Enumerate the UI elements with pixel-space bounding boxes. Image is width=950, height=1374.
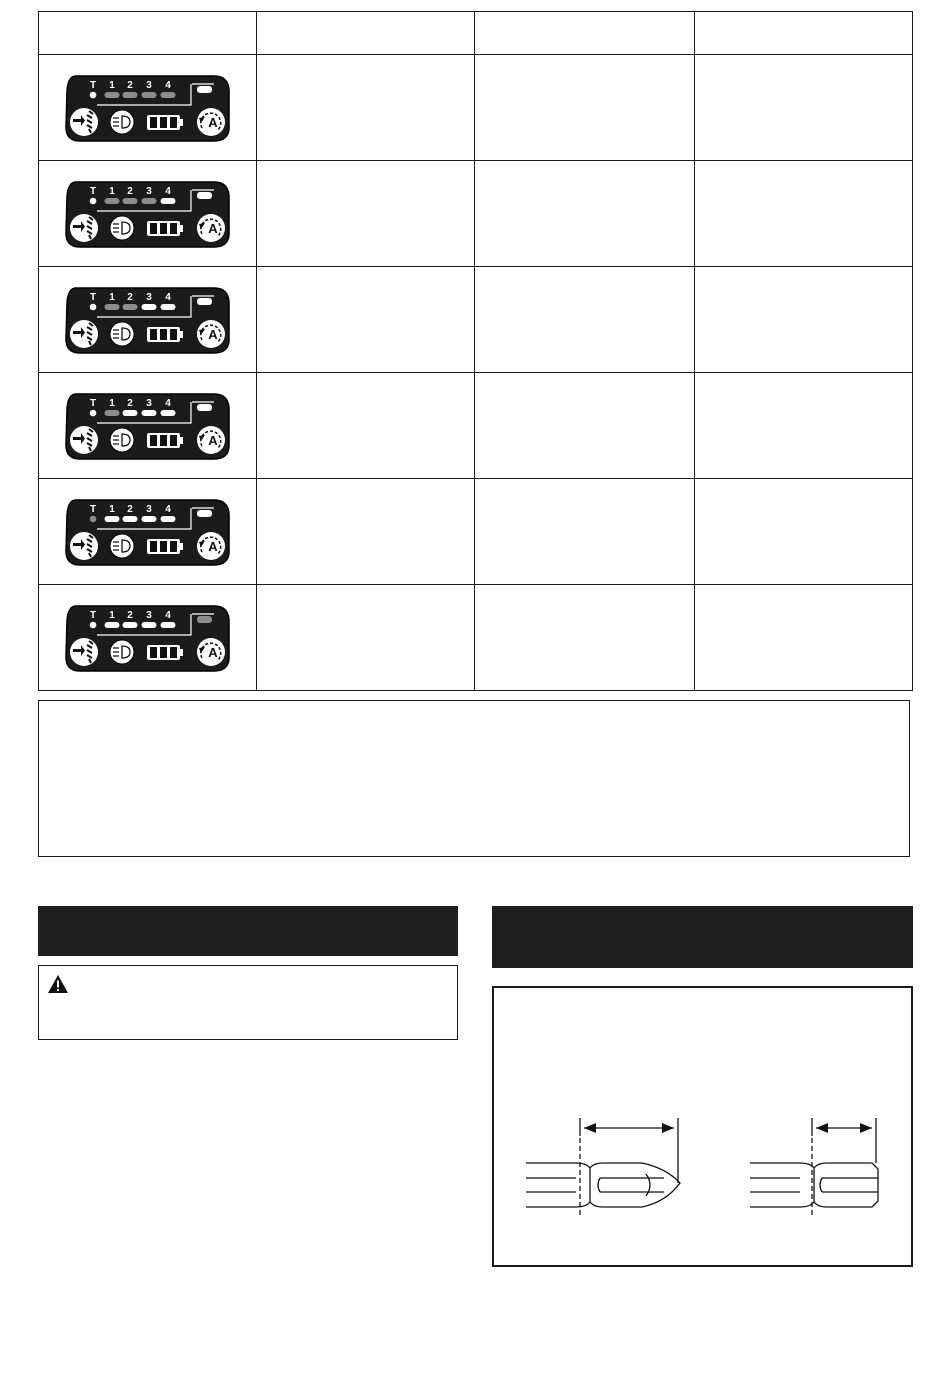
panel-cell <box>39 585 257 691</box>
level-indicator-4 <box>160 304 175 310</box>
caution-box <box>38 965 458 1040</box>
level-indicator-4 <box>160 198 175 204</box>
battery-gauge-icon <box>147 645 183 660</box>
header-cell <box>694 12 912 55</box>
section-heading-bar <box>492 906 913 968</box>
phillips-bit-icon <box>526 1118 680 1216</box>
table-cell <box>694 585 912 691</box>
level-number: 3 <box>145 609 152 621</box>
level-number: 2 <box>126 291 133 303</box>
level-number: 3 <box>145 185 152 197</box>
level-indicator-1 <box>104 516 119 522</box>
level-number: 2 <box>126 503 133 515</box>
panel-cell <box>39 161 257 267</box>
tmode-label: T <box>89 503 96 515</box>
warning-triangle-icon <box>47 974 69 994</box>
level-indicator-2 <box>122 516 137 522</box>
table-cell <box>257 373 475 479</box>
level-number: 4 <box>164 397 171 409</box>
level-indicator-3 <box>141 92 156 98</box>
table-cell <box>257 161 475 267</box>
level-number: 3 <box>145 503 152 515</box>
tmode-indicator <box>89 303 96 310</box>
assist-indicator <box>197 298 212 305</box>
level-number: 1 <box>108 609 115 621</box>
level-indicator-1 <box>104 622 119 628</box>
level-number: 1 <box>108 397 115 409</box>
level-indicator-1 <box>104 304 119 310</box>
assist-label: A <box>207 220 218 236</box>
tmode-label: T <box>89 397 96 409</box>
level-indicator-4 <box>160 516 175 522</box>
tmode-indicator <box>89 409 96 416</box>
switch-panel-illustration <box>62 177 234 251</box>
hex-bit-icon <box>750 1118 878 1216</box>
level-indicator-2 <box>122 198 137 204</box>
assist-label: A <box>207 644 218 660</box>
battery-gauge-icon <box>147 433 183 448</box>
panel-cell <box>39 267 257 373</box>
level-number: 2 <box>126 185 133 197</box>
level-indicator-4 <box>160 622 175 628</box>
level-number: 4 <box>164 291 171 303</box>
table-cell <box>475 267 694 373</box>
level-number: 2 <box>126 397 133 409</box>
level-number: 4 <box>164 609 171 621</box>
table-row <box>39 373 913 479</box>
battery-gauge-icon <box>147 539 183 554</box>
table-cell <box>694 267 912 373</box>
level-indicator-1 <box>104 92 119 98</box>
table-cell <box>694 161 912 267</box>
table-cell <box>257 479 475 585</box>
table-cell <box>694 55 912 161</box>
assist-indicator <box>197 86 212 93</box>
header-cell <box>39 12 257 55</box>
switch-panel-illustration <box>62 283 234 357</box>
level-number: 4 <box>164 185 171 197</box>
level-number: 1 <box>108 79 115 91</box>
table-cell <box>257 267 475 373</box>
bit-figure-box <box>492 986 913 1267</box>
tmode-label: T <box>89 79 96 91</box>
level-number: 3 <box>145 397 152 409</box>
table-cell <box>694 479 912 585</box>
assist-label: A <box>207 114 218 130</box>
switch-panel-illustration <box>62 389 234 463</box>
panel-cell <box>39 55 257 161</box>
level-indicator-3 <box>141 198 156 204</box>
tmode-label: T <box>89 291 96 303</box>
panel-cell <box>39 479 257 585</box>
table-cell <box>475 585 694 691</box>
level-indicator-3 <box>141 304 156 310</box>
assist-label: A <box>207 538 218 554</box>
table-cell <box>694 373 912 479</box>
table-cell <box>475 161 694 267</box>
switch-panel-illustration <box>62 71 234 145</box>
tmode-indicator <box>89 621 96 628</box>
battery-gauge-icon <box>147 221 183 236</box>
table-row <box>39 585 913 691</box>
tmode-label: T <box>89 185 96 197</box>
switch-panel-illustration <box>62 601 234 675</box>
level-indicator-2 <box>122 622 137 628</box>
level-number: 4 <box>164 503 171 515</box>
level-indicator-3 <box>141 516 156 522</box>
battery-gauge-icon <box>147 115 183 130</box>
level-indicator-2 <box>122 410 137 416</box>
level-number: 1 <box>108 503 115 515</box>
level-number: 2 <box>126 79 133 91</box>
table-row <box>39 55 913 161</box>
assist-label: A <box>207 326 218 342</box>
table-row <box>39 479 913 585</box>
tmode-indicator <box>89 91 96 98</box>
level-indicator-1 <box>104 410 119 416</box>
panel-cell <box>39 373 257 479</box>
level-number: 1 <box>108 185 115 197</box>
assist-label: A <box>207 432 218 448</box>
assist-indicator <box>197 404 212 411</box>
level-number: 1 <box>108 291 115 303</box>
assist-indicator <box>197 192 212 199</box>
tmode-label: T <box>89 609 96 621</box>
assist-indicator <box>197 616 212 623</box>
level-number: 2 <box>126 609 133 621</box>
table-cell <box>475 479 694 585</box>
table-cell <box>257 55 475 161</box>
level-number: 4 <box>164 79 171 91</box>
battery-gauge-icon <box>147 327 183 342</box>
level-indicator-4 <box>160 410 175 416</box>
bit-dimension-figure <box>494 988 911 1265</box>
table-header-row <box>39 12 913 55</box>
note-box <box>38 700 910 857</box>
assist-indicator <box>197 510 212 517</box>
level-indicator-4 <box>160 92 175 98</box>
tmode-indicator <box>89 197 96 204</box>
switch-panel-illustration <box>62 495 234 569</box>
level-indicator-2 <box>122 304 137 310</box>
table-cell <box>257 585 475 691</box>
level-indicator-2 <box>122 92 137 98</box>
table-cell <box>475 55 694 161</box>
header-cell <box>475 12 694 55</box>
tmode-indicator <box>89 515 96 522</box>
level-number: 3 <box>145 291 152 303</box>
level-number: 3 <box>145 79 152 91</box>
level-indicator-1 <box>104 198 119 204</box>
section-heading-bar <box>38 906 458 956</box>
mode-table <box>38 11 913 691</box>
table-row <box>39 161 913 267</box>
header-cell <box>257 12 475 55</box>
level-indicator-3 <box>141 622 156 628</box>
table-row <box>39 267 913 373</box>
level-indicator-3 <box>141 410 156 416</box>
table-cell <box>475 373 694 479</box>
